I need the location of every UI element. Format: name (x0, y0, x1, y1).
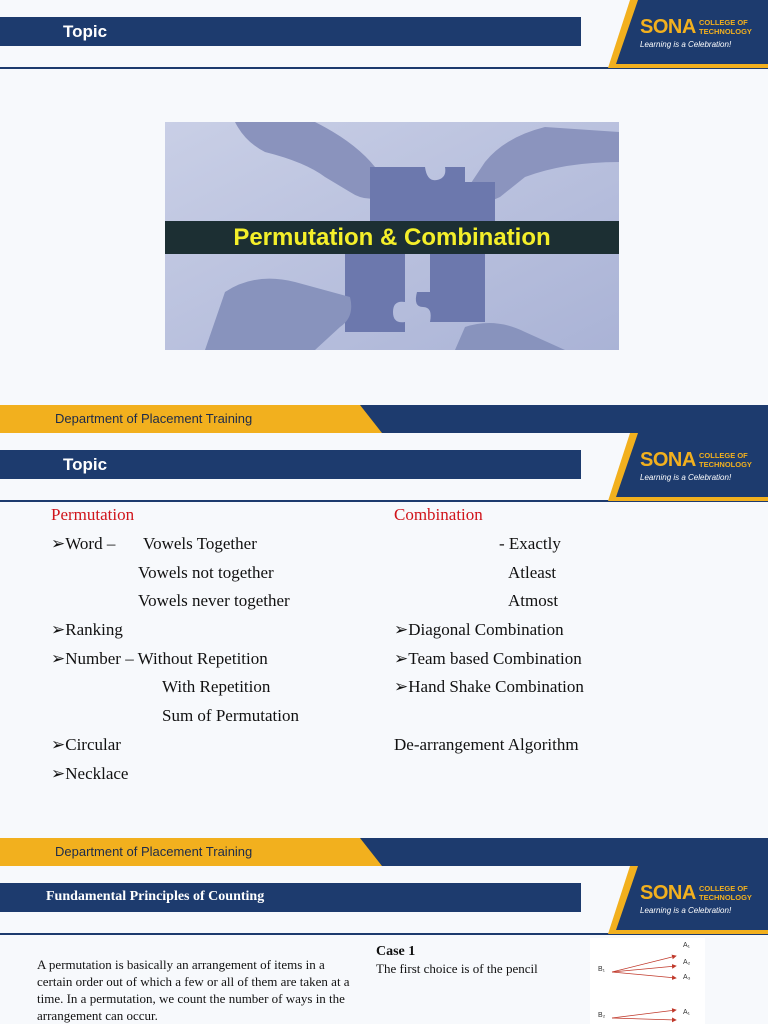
label-a1: A₁ (683, 942, 691, 949)
list-item: ➢Diagonal Combination (394, 620, 564, 639)
permutation-heading: Permutation (51, 505, 135, 524)
slide-title: Topic (63, 22, 108, 41)
footer (0, 838, 768, 866)
slide-3 (0, 866, 768, 1024)
college-logo (608, 433, 768, 501)
permutation-column (0, 503, 380, 823)
list-item: ➢Word – (51, 534, 116, 553)
title-bar (0, 883, 581, 912)
definition-paragraph: A permutation is basically an arrangement of items in a certain order out of which a few or all of them are taken at a time. In a permutation, we count the number of ways in the arrangement can occur. (37, 957, 350, 1023)
slide-2 (0, 433, 768, 866)
college-logo (608, 0, 768, 68)
list-item: De-arrangement Algorithm (394, 735, 579, 754)
list-item: ➢Ranking (51, 620, 123, 639)
footer (0, 405, 768, 433)
list-item: Atleast (508, 563, 557, 582)
logo-college-text: COLLEGE OF TECHNOLOGY (699, 451, 752, 469)
list-item: Vowels not together (138, 563, 274, 582)
logo-tagline: Learning is a Celebration! (640, 906, 732, 915)
label-b1: B₁ (598, 966, 606, 973)
slide-title: Topic (63, 455, 108, 474)
logo-college-text: COLLEGE OF TECHNOLOGY (699, 18, 752, 36)
title-bar (0, 450, 581, 479)
logo-college-text: COLLEGE OF TECHNOLOGY (699, 884, 752, 902)
list-item: Atmost (508, 591, 559, 610)
label-a4: A₁ (683, 1009, 691, 1016)
topic-banner-image (165, 122, 619, 350)
label-a2: A₂ (683, 959, 691, 966)
banner-title: Permutation & Combination (233, 224, 551, 251)
case-title: Case 1 (376, 944, 416, 959)
list-item: Vowels never together (138, 591, 290, 610)
list-item: ➢Team based Combination (394, 649, 582, 668)
logo-name: SONA (640, 882, 696, 904)
college-logo (608, 866, 768, 934)
choice-tree-diagram (590, 938, 705, 1024)
combination-column (380, 503, 670, 823)
slide-title: Fundamental Principles of Counting (46, 889, 265, 904)
logo-tagline: Learning is a Celebration! (640, 473, 732, 482)
case-text: The first choice is of the pencil (376, 961, 538, 976)
combination-heading: Combination (394, 505, 483, 524)
title-bar (0, 17, 581, 46)
logo-name: SONA (640, 449, 696, 471)
list-item: ➢Circular (51, 735, 121, 754)
logo-tagline: Learning is a Celebration! (640, 40, 732, 49)
list-item: ➢Number – Without Repetition (51, 649, 268, 668)
list-item: - Exactly (499, 534, 561, 553)
list-item: Vowels Together (143, 534, 257, 553)
slide-1 (0, 0, 768, 433)
list-item: ➢Hand Shake Combination (394, 677, 584, 696)
footer-text: Department of Placement Training (55, 844, 253, 859)
footer-text: Department of Placement Training (55, 411, 253, 426)
label-b2: B₂ (598, 1012, 606, 1019)
list-item: Sum of Permutation (162, 706, 299, 725)
list-item: With Repetition (162, 677, 271, 696)
logo-name: SONA (640, 16, 696, 38)
list-item: ➢Necklace (51, 764, 129, 783)
label-a3: A₃ (683, 974, 691, 981)
